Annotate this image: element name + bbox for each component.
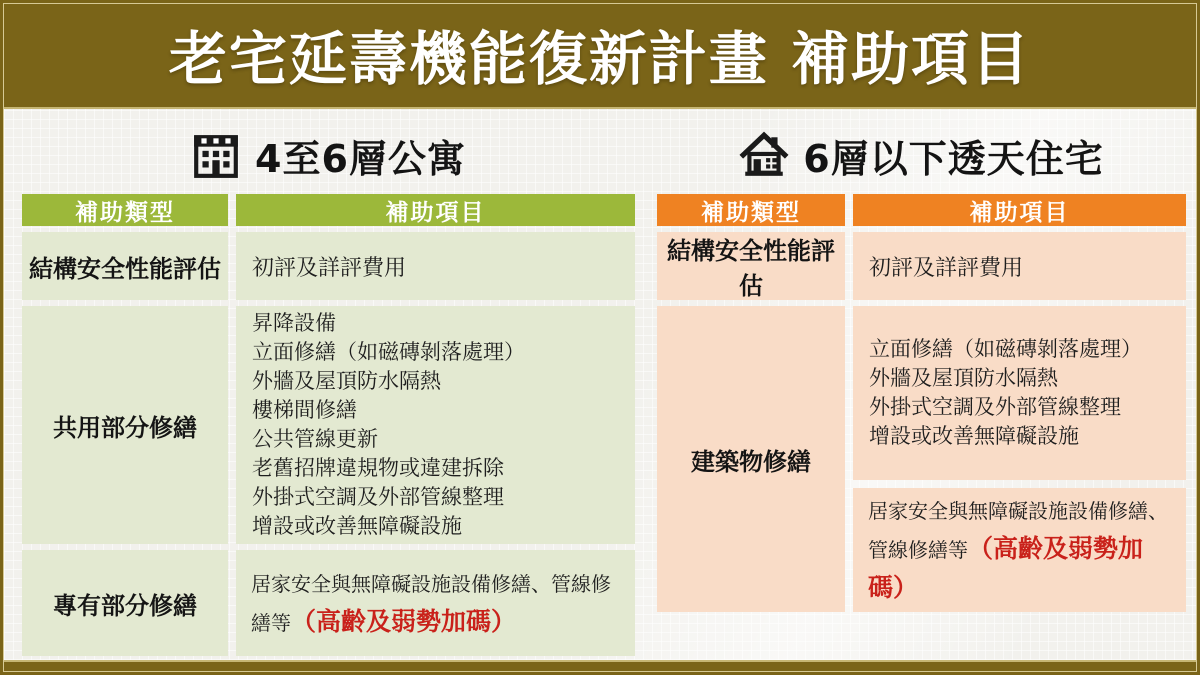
category-cell: 結構安全性能評估: [22, 232, 228, 300]
item-line: 立面修繕（如磁磚剝落處理）: [869, 337, 1142, 361]
title-banner: [0, 0, 1200, 107]
item-line: 外牆及屋頂防水隔熱: [252, 369, 441, 393]
table-row: [22, 306, 635, 544]
column-gap: [228, 194, 236, 226]
item-text: 居家安全與無障礙設施設備修繕、管線修繕等: [251, 571, 611, 635]
table-row: [657, 232, 1186, 300]
item-line: 老舊招牌違規物或違建拆除: [252, 456, 504, 480]
items-cell: [853, 306, 1186, 480]
highlight-text: （高齡及弱勢加碼）: [868, 534, 1144, 602]
column-gap: [228, 232, 236, 300]
items-cell: 初評及詳評費用: [853, 232, 1186, 300]
items-column: [853, 306, 1186, 612]
item-text: 居家安全與無障礙設施設備修繕、管線修繕等: [868, 499, 1168, 562]
item-line: 樓梯間修繕: [252, 398, 357, 422]
column-header-type: 補助類型: [657, 194, 845, 226]
column-gap: [228, 550, 236, 656]
townhouse-table-header-row: [657, 194, 1186, 226]
townhouse-section-heading: [657, 125, 1186, 185]
category-cell: 共用部分修繕: [22, 306, 228, 544]
content-area: [4, 107, 1196, 662]
item-line: 外掛式空調及外部管線整理: [252, 485, 504, 509]
item-line: 外掛式空調及外部管線整理: [869, 395, 1121, 419]
item-line: 增設或改善無障礙設施: [252, 514, 462, 538]
apartment-table-header-row: [22, 194, 635, 226]
item-line: 昇降設備: [252, 311, 336, 335]
category-cell: 專有部分修繕: [22, 550, 228, 656]
category-cell: 結構安全性能評估: [657, 232, 845, 300]
highlight-text: （高齡及弱勢加碼）: [291, 606, 517, 636]
category-cell: 建築物修繕: [657, 306, 845, 612]
column-gap: [845, 232, 853, 300]
column-header-item: 補助項目: [853, 194, 1186, 226]
items-cell: [236, 550, 635, 656]
apartment-table: [22, 194, 635, 656]
item-line: 增設或改善無障礙設施: [869, 424, 1079, 448]
apartment-section-heading: [22, 125, 635, 185]
items-cell: 初評及詳評費用: [236, 232, 635, 300]
item-line: 立面修繕（如磁磚剝落處理）: [252, 340, 525, 364]
townhouse-heading-label: 6層以下透天住宅: [803, 136, 1104, 181]
table-row: [22, 232, 635, 300]
column-gap: [228, 306, 236, 544]
page-title: 老宅延壽機能復新計畫 補助項目: [168, 24, 1032, 93]
townhouse-table: [657, 194, 1186, 612]
house-icon: [739, 130, 789, 180]
column-gap: [845, 194, 853, 226]
column-header-type: 補助類型: [22, 194, 228, 226]
table-row: [657, 306, 1186, 612]
column-header-item: 補助項目: [236, 194, 635, 226]
items-cell: [853, 488, 1186, 612]
items-cell: [236, 306, 635, 544]
apartment-heading-label: 4至6層公寓: [255, 136, 466, 181]
column-gap: [845, 306, 853, 612]
row-gap: [853, 480, 1186, 488]
table-row: [22, 550, 635, 656]
item-line: 外牆及屋頂防水隔熱: [869, 366, 1058, 390]
item-line: 公共管線更新: [252, 427, 378, 451]
apartment-building-icon: [191, 130, 241, 180]
